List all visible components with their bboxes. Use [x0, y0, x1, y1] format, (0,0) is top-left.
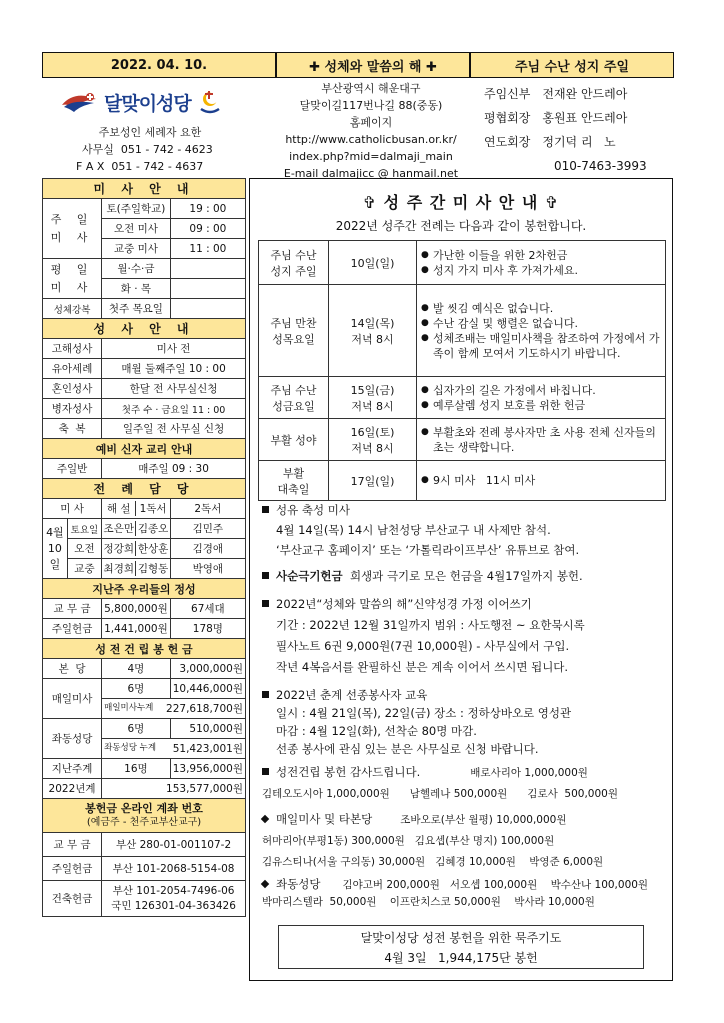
notice-title: 성전건립 봉헌 감사드립니다. [276, 765, 421, 779]
account-number: 국민 126301-04-363426 [111, 899, 236, 912]
bullet-icon [262, 691, 269, 698]
moon-emblem-icon [197, 89, 223, 115]
duty-person: 김경애 [170, 539, 245, 559]
holy-week-intro: 2022년 성주간 전례는 다음과 같이 봉헌합니다. [335, 219, 587, 233]
liturgy-time: 저녁 8시 [351, 399, 394, 413]
building-fund-title: 성 전 건 립 봉 헌 금 [43, 639, 246, 659]
notice-title: 좌동성당 [276, 877, 321, 891]
fund-cumulative: 51,423,001원 [172, 743, 243, 755]
donor: 박마리스텔라 50,000원 이프란치스코 50,000원 박사라 10,000원 [262, 896, 595, 908]
liturgy-name: 부활 성야 [270, 433, 317, 447]
mass-title: 미 사 안 내 [43, 179, 246, 199]
office-fax: F A X 051 - 742 - 4637 [76, 160, 204, 173]
fund-cumulative-label: 좌동성당 누계 [104, 743, 157, 753]
staff-phone: 010-7463-3993 [554, 159, 647, 173]
mass-name: 토(주일학교) [102, 199, 171, 219]
diamond-icon [261, 815, 269, 823]
liturgy-name: 성목요일 [272, 332, 315, 346]
liturgy-time: 저녁 8시 [351, 332, 394, 346]
offering-count: 67세대 [170, 599, 245, 619]
fund-count: 6명 [102, 719, 171, 739]
staff-name: 전재완 안드레아 [542, 87, 628, 101]
schedule-row [259, 461, 666, 501]
mass-name: 교중 미사 [102, 239, 171, 259]
bullet-icon [262, 600, 269, 607]
duty-person: 김종오 [135, 521, 169, 536]
donor: 김테오도시아 1,000,000원 남헬레나 500,000원 김로사 500,000원 [262, 788, 618, 800]
bulletin-date: 2022. 04. 10. [110, 57, 208, 73]
staff-list [484, 82, 674, 178]
liturgy-date: 15일(금) [350, 383, 395, 397]
fund-amount: 3,000,000원 [170, 659, 245, 679]
duty-col-mass: 미 사 [43, 499, 102, 519]
account-type: 주일헌금 [43, 857, 102, 881]
contact-block [260, 80, 482, 182]
catechumen-time: 매주일 09 : 30 [102, 459, 246, 479]
liturgy-note: ● 부활초와 전례 봉사자만 초 사용 전체 신자들의 초는 생략합니다. [421, 425, 661, 455]
duty-person: 최경희 [103, 563, 134, 575]
fund-amount: 510,000원 [170, 719, 245, 739]
holy-week-title: ✞ 성 주 간 미 사 안 내 ✞ [362, 193, 560, 212]
notice-line: 필사노트 6권 9,000원(7권 10,000원) - 사무실에서 구입. [276, 639, 570, 653]
offering-amount: 1,441,000원 [102, 619, 171, 639]
account-type: 건축헌금 [43, 881, 102, 917]
info-table [42, 178, 246, 917]
notice-line: 마감 : 4월 12일(화), 선착순 80명 마감. [276, 724, 477, 738]
dove-icon [60, 91, 98, 113]
weekday-mass-label: 평 일 미 사 [43, 259, 102, 299]
liturgy-date: 17일(일) [350, 474, 395, 488]
notice-line: 4월 14일(목) 14시 남천성당 부산교구 내 사제만 참석. [276, 523, 551, 537]
weekday-days: 화 · 목 [102, 279, 171, 299]
notice-line: 기간 : 2022년 12월 31일까지 범위 : 사도행전 ~ 요한묵시록 [276, 618, 585, 632]
schedule-row [259, 419, 666, 461]
sacrament-info: 한달 전 사무실신청 [102, 379, 246, 399]
year-motto: ✚ 성체와 말씀의 해 ✚ [309, 59, 437, 75]
adoration-label: 성체강복 [43, 299, 102, 319]
duty-title: 전 례 담 당 [43, 479, 246, 499]
fund-source: 좌동성당 [43, 719, 102, 759]
motto-bar [276, 52, 470, 78]
duty-col-reading1: 1독서 [135, 501, 169, 516]
staff-row [484, 106, 674, 130]
accounts-subtitle: (예금주 - 천주교부산교구) [86, 816, 202, 828]
lent-offering-notice [262, 566, 672, 586]
patron-saint: 주보성인 세례자 요한 [98, 126, 202, 139]
liturgy-name: 성지 주일 [270, 264, 317, 278]
notice-line: 선종 봉사에 관심 있는 분은 사무실로 신청 바랍니다. [276, 742, 539, 756]
liturgy-date: 16일(토) [350, 425, 395, 439]
sacrament-name: 혼인성사 [43, 379, 102, 399]
liturgy-date: 14일(목) [350, 316, 395, 330]
schedule-row [259, 285, 666, 377]
bullet-icon [262, 506, 269, 513]
duty-date: 4월 10일 [43, 519, 68, 579]
liturgy-note: ● 성지 가지 미사 후 가져가세요. [421, 263, 661, 278]
parish-logo [60, 88, 230, 116]
fund-cumulative: 227,618,700원 [166, 703, 243, 715]
staff-name: 정기덕 리 노 [542, 135, 616, 149]
rosary-title: 달맞이성당 성전 봉헌을 위한 묵주기도 [360, 931, 562, 945]
liturgy-note: ● 발 씻김 예식은 없습니다. [421, 301, 661, 316]
sacrament-info: 첫주 수 · 금요일 11 : 00 [102, 399, 246, 419]
liturgy-note: ● 9시 미사 11시 미사 [421, 473, 661, 488]
liturgy-name: 주님 수난 [270, 248, 317, 262]
liturgy-note: ● 십자가의 길은 가정에서 바칩니다. [421, 383, 661, 398]
offering-amount: 5,800,000원 [102, 599, 171, 619]
schedule-row [259, 241, 666, 285]
fund-year-total: 153,577,000원 [102, 779, 246, 799]
duty-mass: 오전 [67, 539, 101, 559]
offering-title: 지난주 우리들의 정성 [43, 579, 246, 599]
bullet-icon [262, 572, 269, 579]
email-address[interactable]: E-mail dalmajicc @ hanmail.net [283, 167, 459, 180]
fund-amount: 10,446,000원 [170, 679, 245, 699]
notice-line: 희생과 극기로 모은 헌금을 4월17일까지 봉헌. [342, 569, 583, 583]
duty-person: 김민주 [170, 519, 245, 539]
duty-mass: 토요일 [67, 519, 101, 539]
weekday-days: 월·수·금 [102, 259, 171, 279]
liturgy-name: 대축일 [277, 482, 310, 496]
fund-source: 지난주계 [43, 759, 102, 779]
account-number: 부산 101-2068-5154-08 [102, 857, 246, 881]
notice-title: 2022년 춘계 선종봉사자 교육 [276, 688, 428, 702]
sacrament-name: 유아세례 [43, 359, 102, 379]
donor: 허마리아(부평1동) 300,000원 김요셉(부산 명지) 100,000원 [262, 835, 555, 847]
sacrament-info: 일주일 전 사무실 신청 [102, 419, 246, 439]
notice-line: 작년 4복음서를 완필하신 분은 계속 이어서 쓰시면 됩니다. [276, 660, 569, 674]
notice-line: ‘부산교구 홈페이지’ 또는 ‘가톨릭라이프부산’ 유튜브로 참여. [276, 543, 580, 557]
staff-row [484, 82, 674, 106]
parish-name: 달맞이성당 [104, 92, 191, 115]
staff-role: 주임신부 [484, 87, 531, 101]
holy-week-table [258, 240, 666, 501]
rosary-count: 4월 3일 1,944,175단 봉헌 [384, 951, 538, 965]
fund-amount: 13,956,000원 [170, 759, 245, 779]
sunday-name: 주님 수난 성지 주일 [514, 59, 630, 75]
fund-year-label: 2022년계 [43, 779, 102, 799]
homepage-url[interactable]: http://www.catholicbusan.or.kr/ [285, 133, 457, 146]
mass-time: 11 : 00 [170, 239, 245, 259]
notice-title: 성유 축성 미사 [276, 503, 350, 517]
sacrament-name: 고해성사 [43, 339, 102, 359]
sunday-bar [470, 52, 674, 78]
sacrament-title: 성 사 안 내 [43, 319, 246, 339]
fund-count: 4명 [102, 659, 171, 679]
date-bar [42, 52, 276, 78]
fund-count: 16명 [102, 759, 171, 779]
homepage-label: 홈페이지 [349, 116, 393, 129]
sacrament-name: 축 복 [43, 419, 102, 439]
liturgy-name: 성금요일 [272, 399, 315, 413]
fund-cumulative-label: 매일미사누계 [104, 703, 154, 713]
duty-person: 박영애 [170, 559, 245, 579]
accounts-title: 봉헌금 온라인 계좌 번호 [85, 801, 203, 815]
duty-col-commentary: 해 설 [106, 503, 131, 515]
duty-person: 정강희 [103, 543, 134, 555]
account-type: 교 무 금 [43, 833, 102, 857]
mass-name: 오전 미사 [102, 219, 171, 239]
donor: 배로사리아 1,000,000원 [470, 767, 588, 779]
donation-thanks [262, 762, 672, 910]
donor: 조바오로(부산 월평) 10,000,000원 [400, 814, 567, 826]
address-line: 달맞이길117번나길 88(중동) [299, 99, 443, 112]
offering-type: 주일헌금 [43, 619, 102, 639]
liturgy-date: 10일(일) [350, 256, 395, 270]
fund-source: 본 당 [43, 659, 102, 679]
adoration-day: 첫주 목요일 [102, 299, 171, 319]
sacrament-name: 병자성사 [43, 399, 102, 419]
schedule-row [259, 377, 666, 419]
offering-count: 178명 [170, 619, 245, 639]
rosary-box [278, 925, 644, 969]
donor: 김유스티나(서울 구의동) 30,000원 김혜경 10,000원 박영준 6,000원 [262, 856, 604, 868]
offering-type: 교 무 금 [43, 599, 102, 619]
fund-count: 6명 [102, 679, 171, 699]
staff-role: 평협회장 [484, 111, 531, 125]
catechumen-title: 예비 신자 교리 안내 [43, 439, 246, 459]
account-number: 부산 101-2054-7496-06 [112, 884, 235, 897]
office-phone: 사무실 051 - 742 - 4623 [82, 143, 213, 156]
liturgy-name: 주님 만찬 [270, 316, 317, 330]
liturgy-name: 주님 수난 [270, 383, 317, 397]
sacrament-info: 매월 둘째주일 10 : 00 [102, 359, 246, 379]
notice-title: 2022년“성체와 말씀의 해”신약성경 가정 이어쓰기 [276, 597, 532, 611]
volunteer-education-notice [262, 686, 672, 758]
chrism-mass-notice [262, 500, 672, 560]
notice-title: 사순극기헌금 [276, 569, 343, 583]
duty-person: 김형동 [135, 561, 169, 576]
duty-person: 조은만 [103, 523, 134, 535]
diamond-icon [261, 880, 269, 888]
liturgy-note: ● 성체조배는 매일미사책을 참조하여 가정에서 가족이 함께 모여서 기도하시기 바랍니다. [421, 331, 661, 361]
duty-col-reading2: 2독서 [170, 499, 245, 519]
liturgy-time: 저녁 8시 [351, 441, 394, 455]
notice-title: 매일미사 및 타본당 [276, 812, 373, 826]
address-line: 부산광역시 해운대구 [321, 82, 421, 95]
sunday-mass-label: 주 일 미 사 [43, 199, 102, 259]
liturgy-note: ● 가난한 이들을 위한 2차헌금 [421, 248, 661, 263]
fund-source: 매일미사 [43, 679, 102, 719]
duty-person: 한상훈 [135, 541, 169, 556]
mass-time: 19 : 00 [170, 199, 245, 219]
account-number: 부산 280-01-001107-2 [102, 833, 246, 857]
staff-name: 홍원표 안드레아 [542, 111, 628, 125]
bullet-icon [262, 768, 269, 775]
staff-role: 연도회장 [484, 135, 531, 149]
homepage-url[interactable]: index.php?mid=dalmaji_main [289, 150, 453, 163]
duty-mass: 교중 [67, 559, 101, 579]
notice-line: 일시 : 4월 21일(목), 22일(금) 장소 : 정하상바오로 영성관 [276, 706, 572, 720]
staff-row [484, 130, 674, 154]
liturgy-note: ● 예루살렘 성지 보호를 위한 헌금 [421, 398, 661, 413]
mass-time: 09 : 00 [170, 219, 245, 239]
bible-copy-notice [262, 594, 672, 678]
catechumen-class: 주일반 [43, 459, 102, 479]
liturgy-name: 부활 [282, 466, 305, 480]
sacrament-info: 미사 전 [102, 339, 246, 359]
donor: 김야고버 200,000원 서오셉 100,000원 박수산나 100,000원 [342, 879, 649, 891]
liturgy-note: ● 수난 감실 및 행렬은 없습니다. [421, 316, 661, 331]
